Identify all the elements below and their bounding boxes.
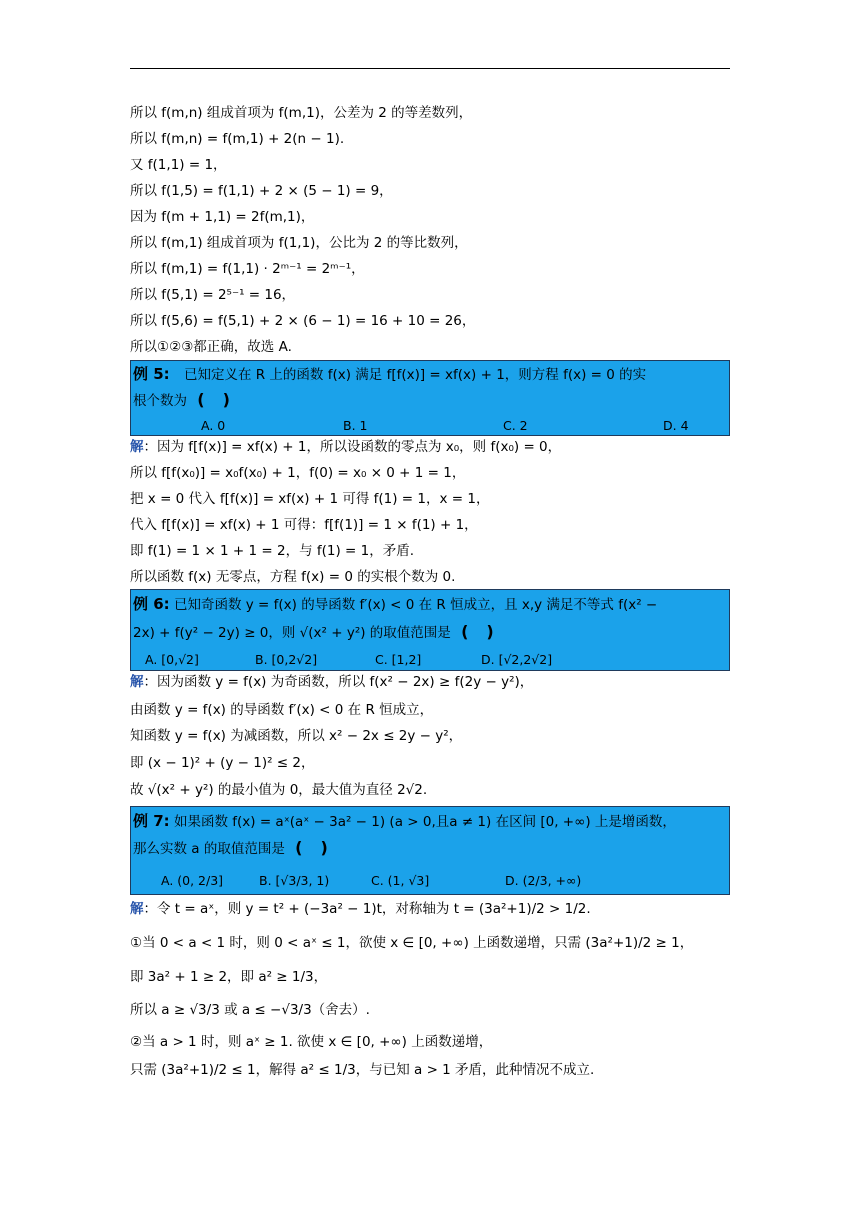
text-line: 所以 f(m,1) = f(1,1) · 2ᵐ⁻¹ = 2ᵐ⁻¹， bbox=[130, 261, 365, 277]
option-b: B. 1 bbox=[343, 418, 368, 433]
option-a: A. 0 bbox=[201, 418, 226, 433]
question-text: 根个数为 bbox=[133, 393, 187, 409]
solution-line bbox=[130, 673, 533, 691]
solution-text: ：因为 f[f(x)] = xf(x) + 1，所以设函数的零点为 x₀，则 f(x₀) = 0， bbox=[143, 439, 562, 455]
solution-line: 所以 f[f(x₀)] = x₀f(x₀) + 1，f(0) = x₀ × 0 + 1 = 1， bbox=[130, 465, 466, 481]
option-d: D. 4 bbox=[663, 418, 689, 433]
question-text: 2x) + f(y² − 2y) ≥ 0，则 √(x² + y²) 的取值范围是 bbox=[133, 625, 451, 641]
text-line: 因为 f(m + 1,1) = 2f(m,1)， bbox=[130, 209, 315, 225]
question-text: 已知定义在 R 上的函数 f(x) 满足 f[f(x)] = xf(x) + 1，则方程 f(x) = 0 的实 bbox=[183, 367, 647, 383]
question-text: 那么实数 a 的取值范围是 bbox=[133, 841, 285, 857]
example-label: 例 7: bbox=[133, 812, 170, 830]
solution-line: 故 √(x² + y²) 的最小值为 0，最大值为直径 2√2. bbox=[130, 782, 428, 798]
solution-label: 解 bbox=[130, 901, 144, 917]
solution-line: ①当 0 < a < 1 时，则 0 < aˣ ≤ 1，欲使 x ∈ [0, +∞) 上函数递增，只需 (3a²+1)/2 ≥ 1， bbox=[130, 935, 694, 951]
solution-line: 即 f(1) = 1 × 1 + 1 = 2，与 f(1) = 1，矛盾. bbox=[130, 543, 415, 559]
solution-line: 即 3a² + 1 ≥ 2，即 a² ≥ 1/3， bbox=[130, 969, 328, 985]
text-line: 所以 f(5,1) = 2⁵⁻¹ = 16， bbox=[130, 287, 296, 303]
option-c: C. [1,2] bbox=[375, 652, 422, 667]
solution-line bbox=[130, 900, 591, 918]
solution-line: 只需 (3a²+1)/2 ≤ 1，解得 a² ≤ 1/3，与已知 a > 1 矛盾，此种情况不成立. bbox=[130, 1062, 595, 1078]
answer-blank: () bbox=[295, 838, 346, 857]
question-text: 已知奇函数 y = f(x) 的导函数 f′(x) < 0 在 R 恒成立，且 x,y 满足不等式 f(x² − bbox=[173, 597, 658, 613]
answer-blank: () bbox=[461, 622, 512, 641]
question-text: 如果函数 f(x) = aˣ(aˣ − 3a² − 1) (a > 0,且a ≠ 1) 在区间 [0, +∞) 上是增函数， bbox=[173, 814, 676, 830]
solution-line bbox=[130, 438, 561, 456]
example-label: 例 5: bbox=[133, 365, 170, 383]
option-d: D. [√2,2√2] bbox=[481, 652, 553, 667]
solution-line: 由函数 y = f(x) 的导函数 f′(x) < 0 在 R 恒成立， bbox=[130, 702, 434, 718]
solution-text: ：令 t = aˣ，则 y = t² + (−3a² − 1)t，对称轴为 t = (3a²+1)/2 > 1/2. bbox=[143, 901, 591, 917]
solution-line: 代入 f[f(x)] = xf(x) + 1 可得：f[f(1)] = 1 × f(1) + 1， bbox=[130, 517, 478, 533]
text-line: 又 f(1,1) = 1， bbox=[130, 157, 227, 173]
text-line: 所以 f(5,6) = f(5,1) + 2 × (6 − 1) = 16 + 10 = 26， bbox=[130, 313, 476, 329]
answer-blank: () bbox=[197, 390, 248, 409]
example-5-box bbox=[130, 360, 730, 436]
text-line: 所以①②③都正确，故选 A. bbox=[130, 339, 292, 355]
option-a: A. (0, 2/3] bbox=[161, 873, 224, 888]
solution-text: ：因为函数 y = f(x) 为奇函数，所以 f(x² − 2x) ≥ f(2y − y²)， bbox=[143, 674, 534, 690]
solution-label: 解 bbox=[130, 439, 144, 455]
solution-line: 把 x = 0 代入 f[f(x)] = xf(x) + 1 可得 f(1) = 1，x = 1， bbox=[130, 491, 490, 507]
example-6-box bbox=[130, 589, 730, 671]
text-line: 所以 f(1,5) = f(1,1) + 2 × (5 − 1) = 9， bbox=[130, 183, 393, 199]
text-line: 所以 f(m,n) 组成首项为 f(m,1)，公差为 2 的等差数列， bbox=[130, 105, 473, 121]
option-b: B. [0,2√2] bbox=[255, 652, 318, 667]
solution-line: 知函数 y = f(x) 为减函数，所以 x² − 2x ≤ 2y − y²， bbox=[130, 728, 463, 744]
example-7-box bbox=[130, 806, 730, 895]
option-d: D. (2/3, +∞) bbox=[505, 873, 582, 888]
solution-label: 解 bbox=[130, 674, 144, 690]
option-b: B. [√3/3, 1) bbox=[259, 873, 330, 888]
text-line: 所以 f(m,n) = f(m,1) + 2(n − 1). bbox=[130, 131, 345, 147]
option-c: C. (1, √3] bbox=[371, 873, 430, 888]
header-rule bbox=[130, 68, 730, 69]
solution-line: ②当 a > 1 时，则 aˣ ≥ 1. 欲使 x ∈ [0, +∞) 上函数递增， bbox=[130, 1034, 493, 1050]
solution-line: 即 (x − 1)² + (y − 1)² ≤ 2， bbox=[130, 755, 315, 771]
text-line: 所以 f(m,1) 组成首项为 f(1,1)，公比为 2 的等比数列， bbox=[130, 235, 468, 251]
option-c: C. 2 bbox=[503, 418, 528, 433]
option-a: A. [0,√2] bbox=[145, 652, 199, 667]
example-label: 例 6: bbox=[133, 595, 170, 613]
solution-line: 所以 a ≥ √3/3 或 a ≤ −√3/3（舍去）. bbox=[130, 1002, 370, 1018]
solution-line: 所以函数 f(x) 无零点，方程 f(x) = 0 的实根个数为 0. bbox=[130, 569, 456, 585]
